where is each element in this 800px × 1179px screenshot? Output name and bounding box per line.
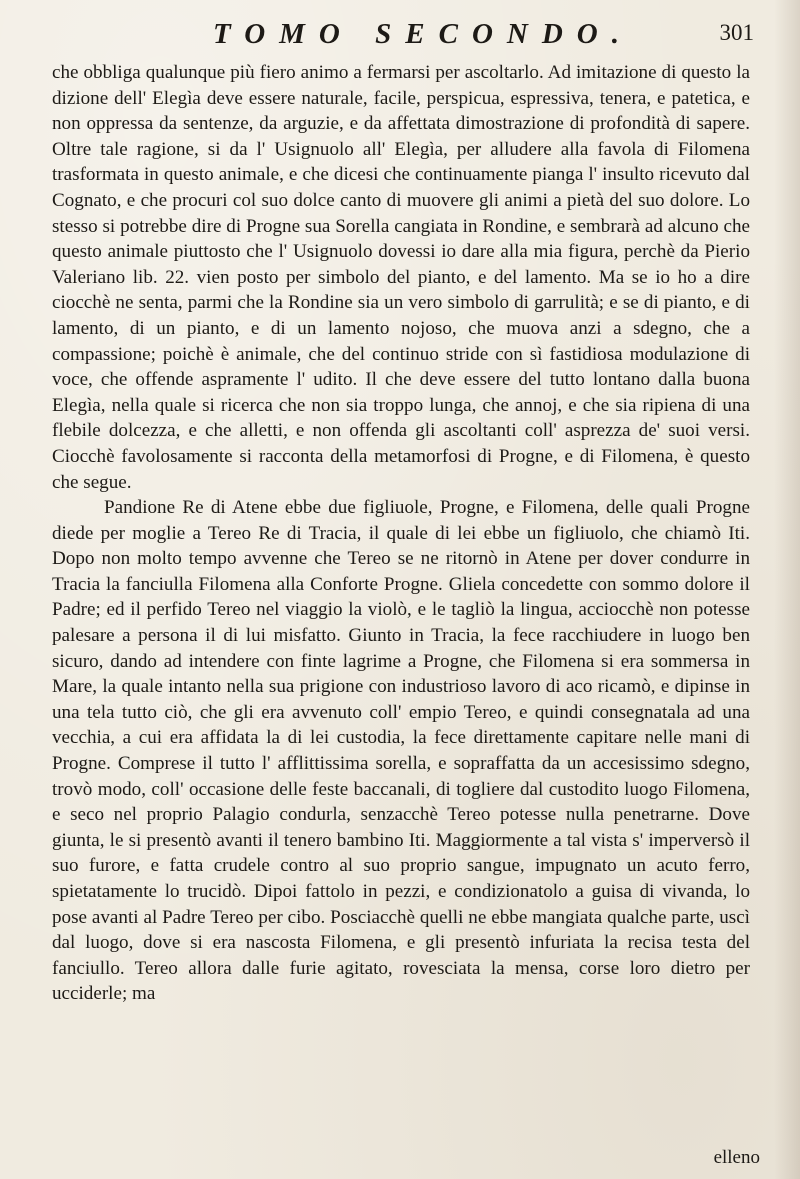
paragraph-myth-of-progne: Pandione Re di Atene ebbe due figliuole, Progne, e Filomena, delle quali Progne diede per moglie a Tereo Re di Tracia, il quale di lei ebbe un figliuolo, che chiamò Iti. Dopo non molto tempo avvenne che Tereo se ne ritornò in Atene per dover condurre in Tracia la fanciulla Filomena alla Conforte Progne. Gliela concedette con sommo dolore il Padre; ed il perfido Tereo nel viaggio la violò, e le tagliò la lingua, acciocchè non potesse palesare a persona il di lui misfatto. Giunto in Tracia, la fece racchiudere in luogo ben sicuro, dando ad intendere con finte lagrime a Progne, che Filomena si era sommersa in Mare, la quale intanto nella sua prigione con industrioso lavoro di aco ricamò, e dipinse in una tela tutto ciò, che gli era avvenuto coll' empio Tereo, e quindi consegnatala ad una vecchia, a cui era affidata la di lei custodia, la fece direttamente capitare nelle mani di Progne. Comprese il tutto l' afflittissima sorella, e sopraffatta da un accesissimo sdegno, trovò modo, coll' occasione delle feste baccanali, di togliere dal custodito luogo Filomena, e seco nel proprio Palagio condurla, senzacchè Tereo potesse nulla penetrarne. Dove giunta, le si presentò avanti il tenero bambino Iti. Maggiormente a tal vista s' imperversò il suo furore, e fatta crudele contro al suo proprio sangue, impugnato un acuto ferro, spietatamente lo trucidò. Dipoi fattolo in pezzi, e condizionatolo a guisa di vivanda, lo pose avanti al Padre Tereo per cibo. Posciacchè quelli ne ebbe mangiata qualche parte, uscì dal luogo, dove si era nascosta Filomena, e gli presentò infuriata la recisa testa del fanciullo. Tereo allora dalle furie agitato, rovesciata la mensa, corse loro dietro per ucciderle; ma [52, 497, 750, 1005]
running-title: TOMO SECONDO. [213, 18, 633, 50]
catchword: elleno [713, 1147, 760, 1168]
paragraph-elegy-commentary: che obbliga qualunque più fiero animo a fermarsi per ascoltarlo. Ad imitazione di questo la dizione dell' Elegìa deve essere naturale, facile, perspicua, espressiva, tenera, e patetica, e non oppressa da sentenze, da arguzie, e da affettata dimostrazione di profondità di sapere. Oltre tale ragione, si da l' Usignuolo all' Elegìa, per alludere alla favola di Filomena trasformata in questo animale, e che dicesi che continuamente pianga l' insulto ricevuto dal Cognato, e che procuri col suo dolce canto di muovere gli animi a pietà del suo dolore. Lo stesso si potrebbe dire di Progne sua Sorella cangiata in Rondine, e sembrarà ad alcuno che questo animale piuttosto che l' Usignuolo dovessi io dare alla mia figura, perchè da Pierio Valeriano lib. 22. vien posto per simbolo del pianto, e del lamento. Ma se io ho a dire ciocchè ne senta, parmi che la Rondine sia un vero simbolo di garrulità; e se di pianto, e di lamento, di un pianto, e di un lamento nojoso, che muova anzi a sdegno, che a compassione; poichè è animale, che del continuo stride con sì fastidiosa modulazione di voce, che offende aspramente l' udito. Il che deve essere del tutto lontano dalla buona Elegìa, nella quale si ricerca che non sia troppo lunga, che annoj, e che sia ripiena di una flebile dolcezza, e che alletti, e non offenda gli ascoltanti coll' asprezza de' suoi versi. Ciocchè favolosamente si racconta della metamorfosi di Progne, e di Filomena, è questo che segue. [52, 62, 750, 493]
page-number: 301 [719, 20, 754, 45]
body-text [52, 60, 750, 1007]
running-head [92, 14, 754, 54]
